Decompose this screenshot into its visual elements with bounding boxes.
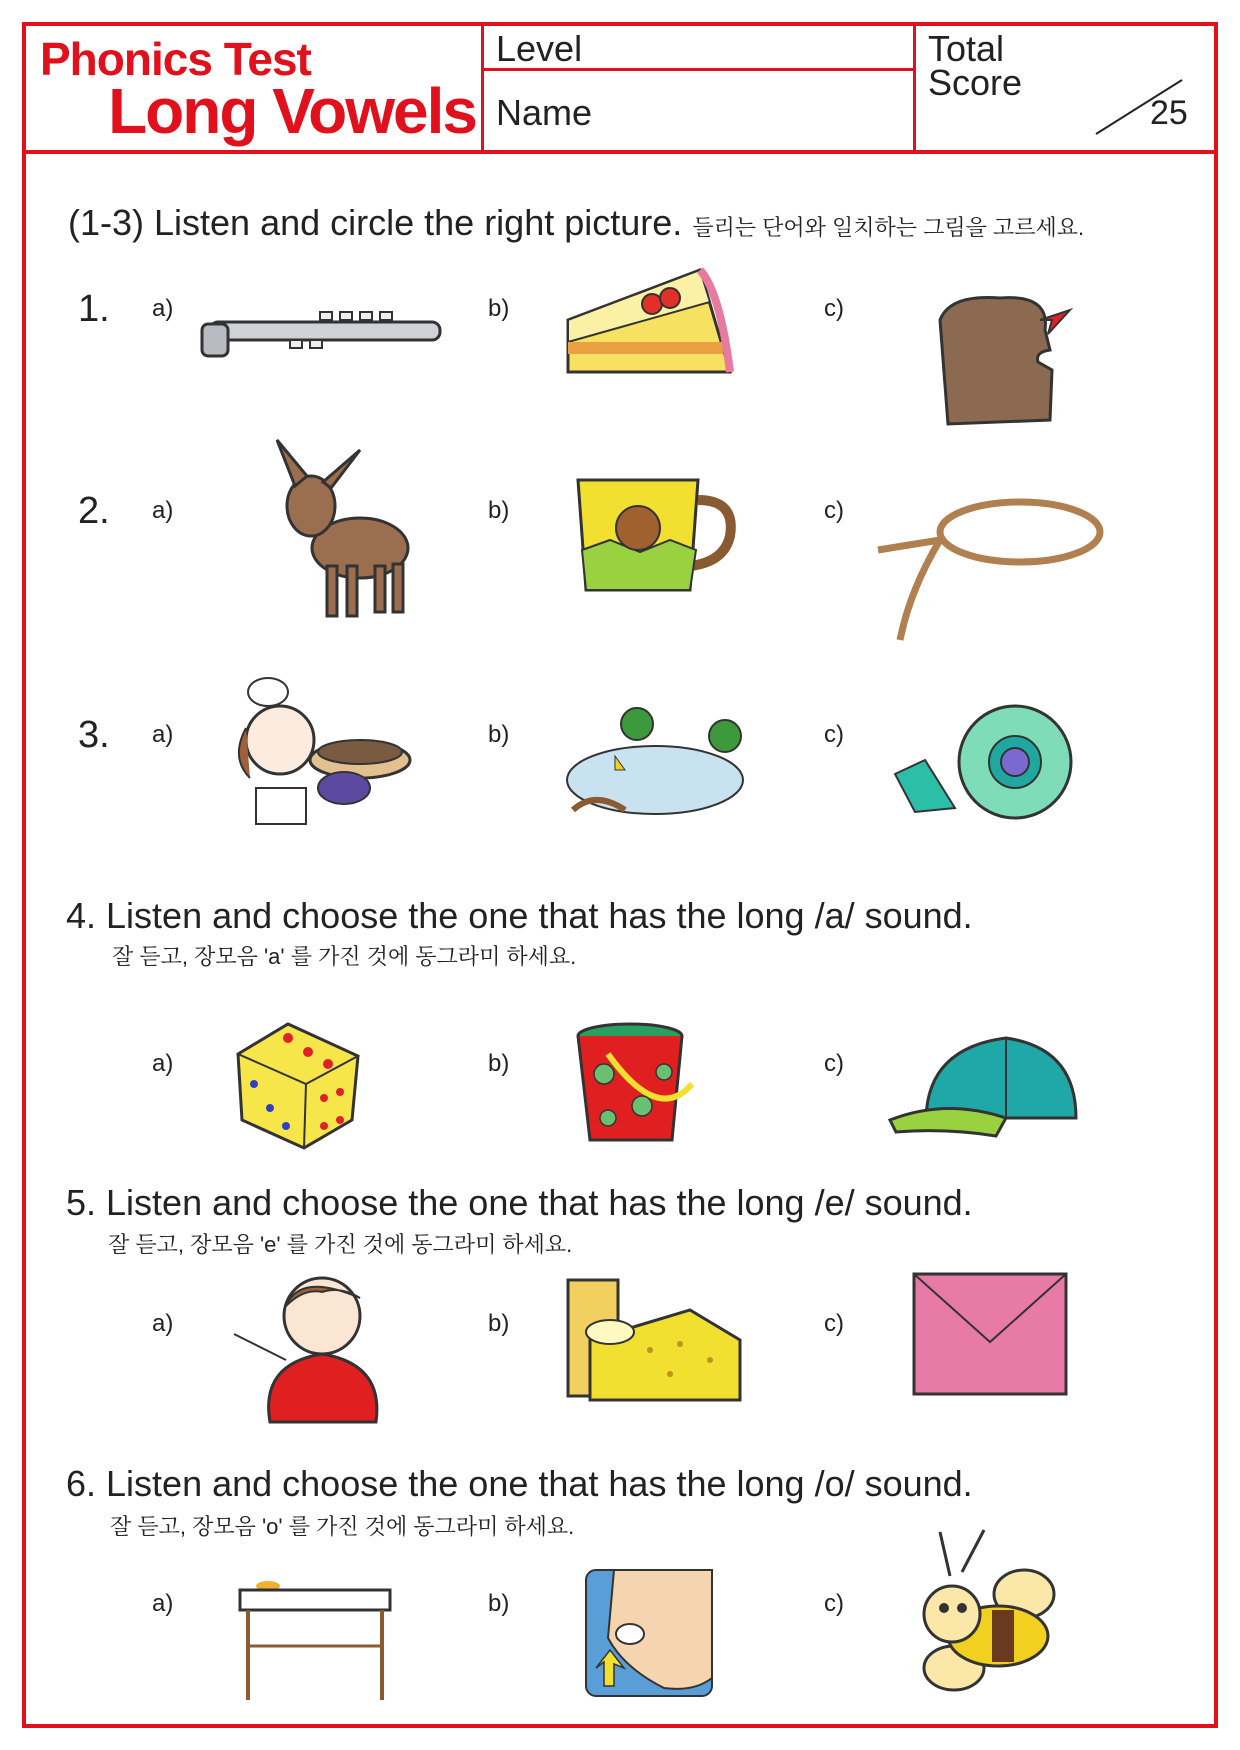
cake-slice-icon[interactable]: [560, 262, 740, 392]
question-5-title: 5. Listen and choose the one that has the long /e/ sound.: [66, 1182, 973, 1223]
rope-icon[interactable]: [870, 490, 1110, 650]
mule-icon[interactable]: [265, 436, 425, 626]
option-label: a): [152, 295, 174, 322]
option-label: b): [488, 1050, 510, 1077]
bee-icon[interactable]: [900, 1526, 1060, 1706]
option-label: a): [152, 721, 174, 748]
table-icon[interactable]: [236, 1576, 396, 1706]
option-label: a): [152, 1310, 174, 1337]
toe-icon[interactable]: [584, 1568, 714, 1698]
option-label: b): [488, 497, 510, 524]
option-label: a): [152, 1050, 174, 1077]
score-label: Score: [928, 62, 1023, 103]
option-label: b): [488, 1590, 510, 1617]
envelope-icon[interactable]: [910, 1270, 1070, 1400]
section1-instruction: [68, 202, 1084, 244]
question-6-subtitle: 잘 듣고, 장모음 'o' 를 가진 것에 동그라미 하세요.: [110, 1514, 575, 1539]
mug-icon[interactable]: [570, 470, 740, 600]
option-label: c): [824, 1310, 844, 1337]
pail-icon[interactable]: [568, 1014, 698, 1154]
option-label: c): [824, 721, 844, 748]
dice-icon[interactable]: [228, 1016, 368, 1156]
question-number: 1.: [78, 288, 110, 330]
name-label: Name: [496, 92, 593, 133]
bitten-bread-icon[interactable]: [920, 290, 1080, 430]
option-label: c): [824, 1050, 844, 1077]
question-number: 3.: [78, 714, 110, 756]
option-label: b): [488, 721, 510, 748]
question-4-title: 4. Listen and choose the one that has the long /a/ sound.: [66, 895, 973, 936]
question-5-subtitle: 잘 듣고, 장모음 'e' 를 가진 것에 동그라미 하세요.: [108, 1232, 573, 1257]
total-label: Total: [928, 28, 1005, 69]
title-long-vowels: Long Vowels: [108, 75, 476, 147]
bed-icon[interactable]: [560, 1270, 750, 1420]
score-max: 25: [1150, 94, 1188, 132]
question-number: 2.: [78, 490, 110, 532]
option-label: c): [824, 1590, 844, 1617]
option-label: b): [488, 295, 510, 322]
header-divider-2: [913, 22, 916, 150]
tape-roll-icon[interactable]: [885, 700, 1085, 820]
option-label: c): [824, 497, 844, 524]
option-label: a): [152, 497, 174, 524]
cap-icon[interactable]: [886, 1028, 1086, 1148]
option-label: c): [824, 295, 844, 322]
header-divider-1: [481, 22, 484, 150]
test-header: [22, 22, 1218, 154]
instruction-en: (1-3) Listen and circle the right picture.: [68, 202, 683, 243]
question-6-title: 6. Listen and choose the one that has the long /o/ sound.: [66, 1463, 973, 1504]
flute-icon[interactable]: [200, 300, 450, 370]
option-label: b): [488, 1310, 510, 1337]
instruction-ko: 들리는 단어와 일치하는 그림을 고르세요.: [692, 215, 1085, 240]
boy-me-icon[interactable]: [230, 1268, 400, 1428]
lake-icon[interactable]: [555, 700, 745, 830]
chef-with-pie-icon[interactable]: [220, 668, 420, 828]
level-label: Level: [496, 28, 583, 69]
question-4-subtitle: 잘 듣고, 장모음 'a' 를 가진 것에 동그라미 하세요.: [112, 944, 577, 969]
option-label: a): [152, 1590, 174, 1617]
title-phonics-test: Phonics Test: [40, 33, 311, 85]
